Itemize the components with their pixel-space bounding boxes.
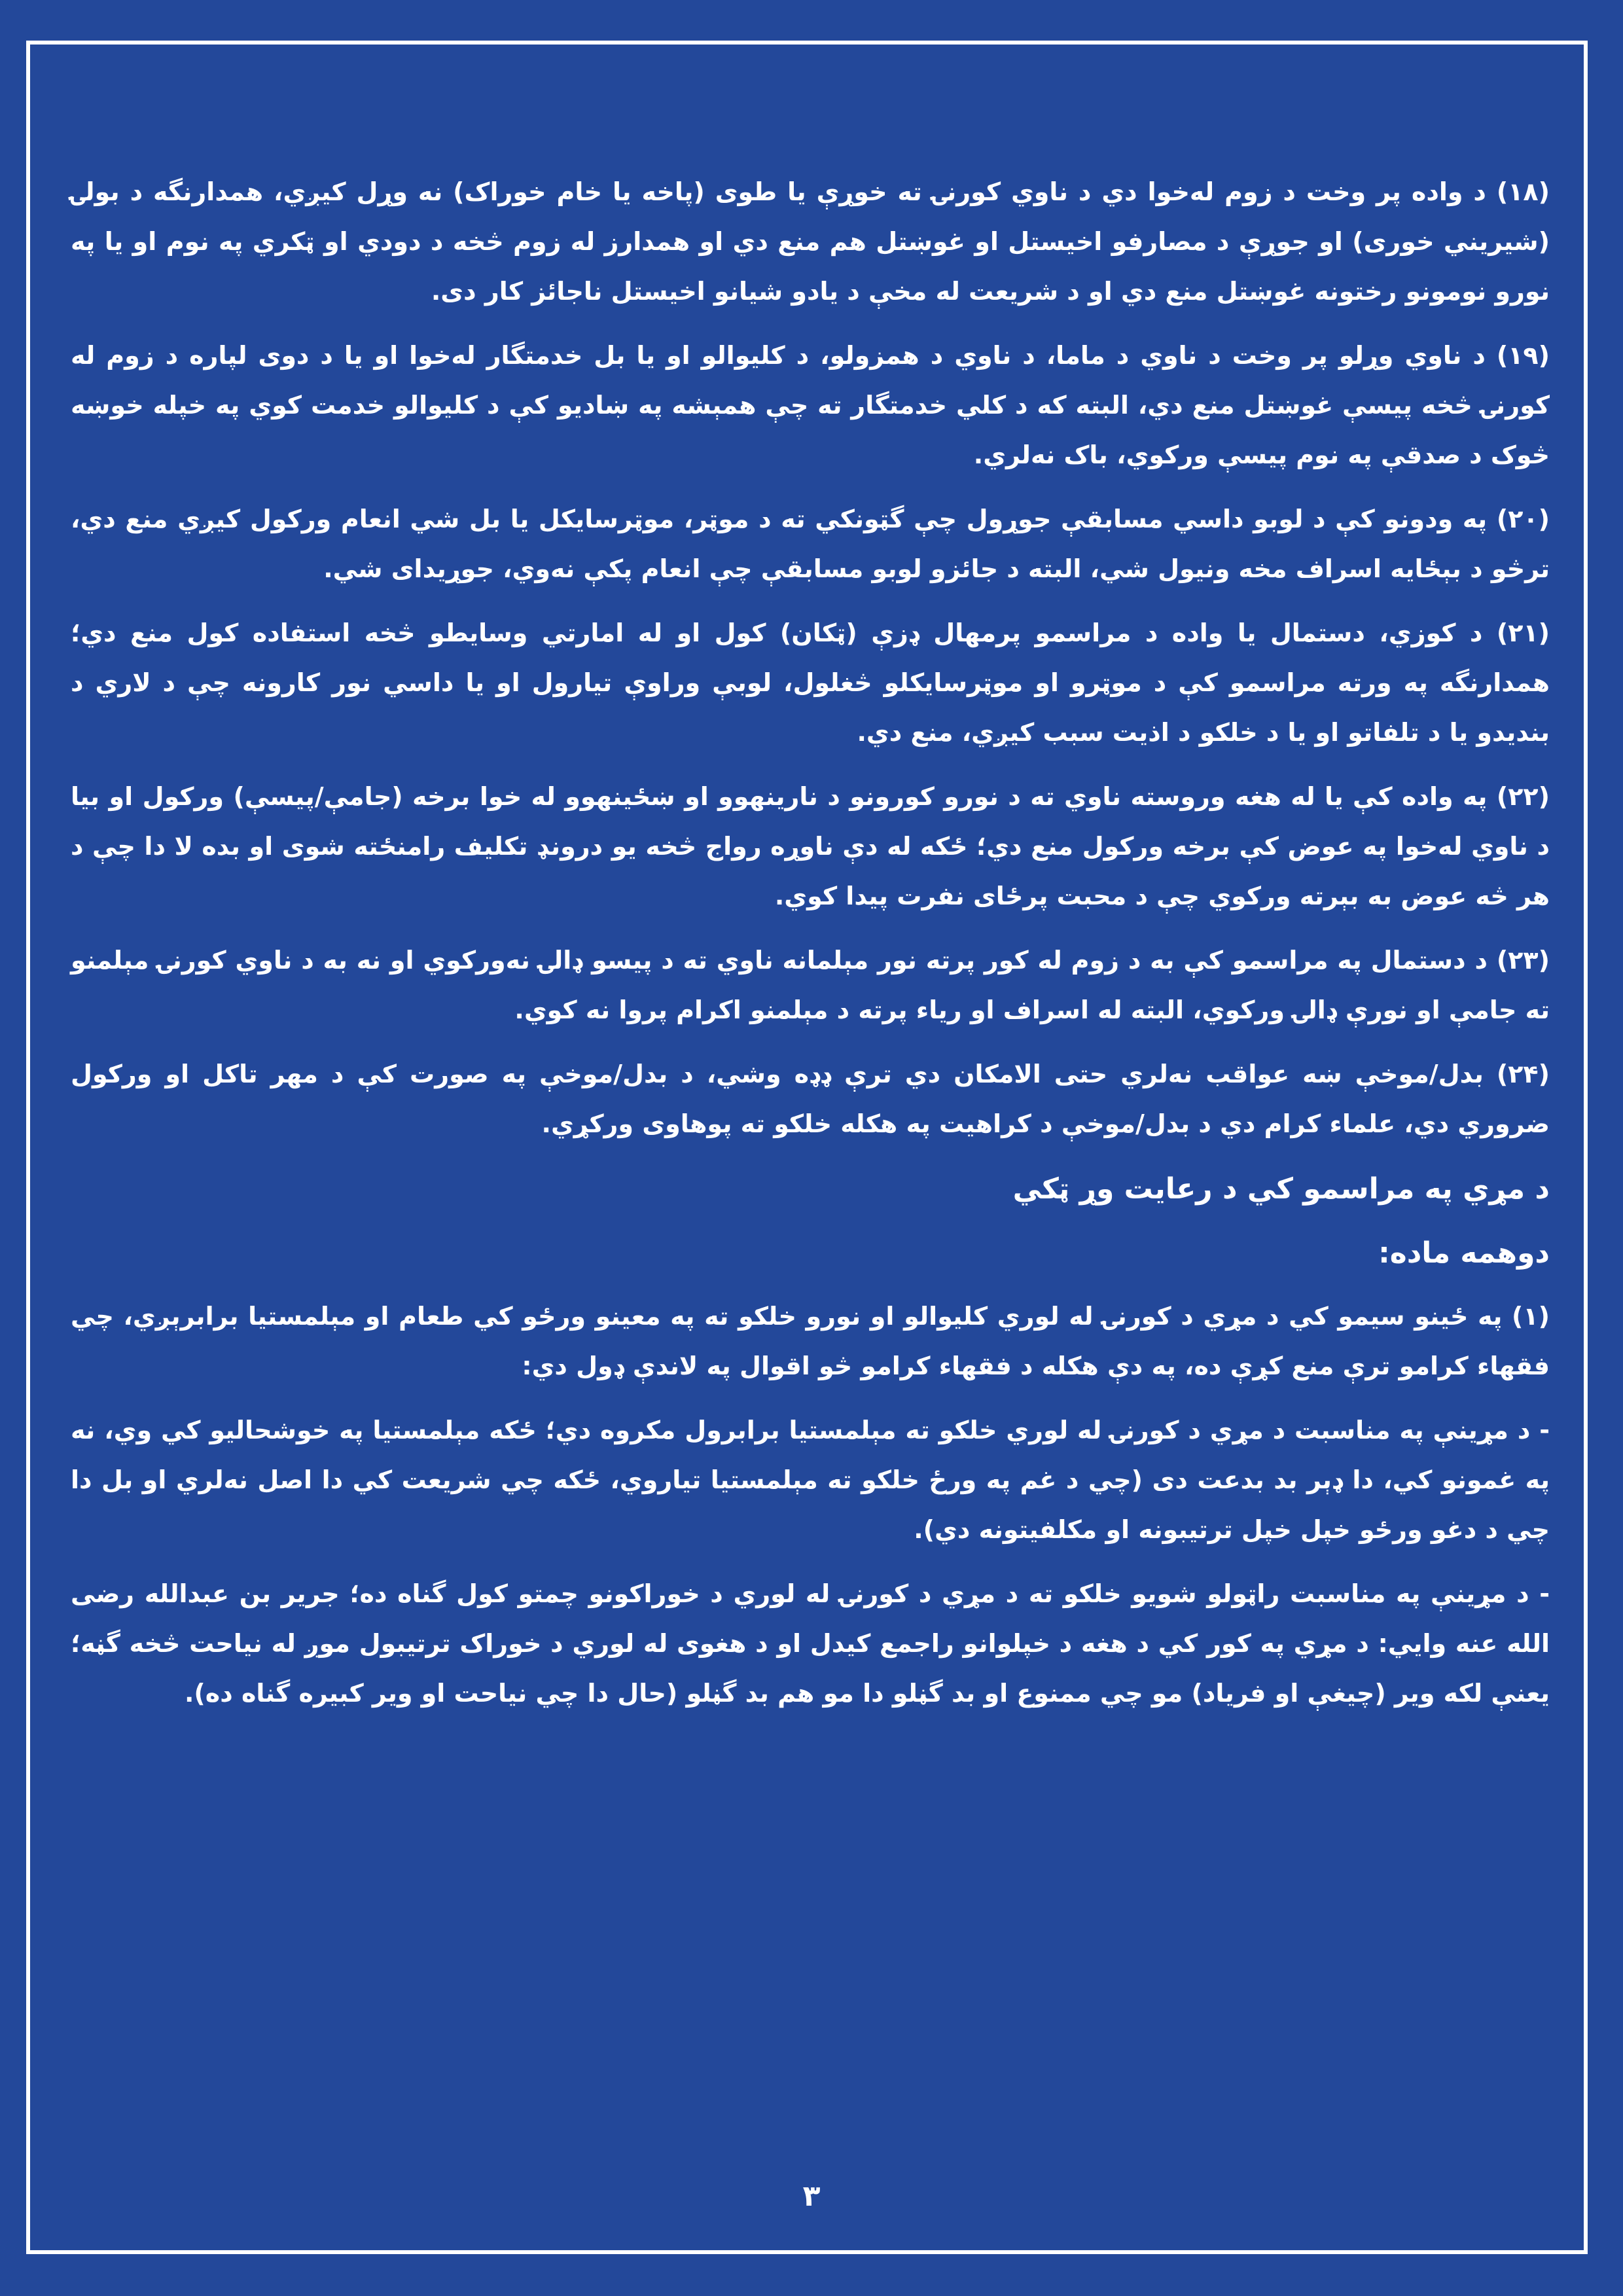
page-number: ۳ xyxy=(802,2179,821,2213)
paragraph-21: (۲۱) د کوزي، دستمال يا واده د مراسمو پرمهال ډزې (ټکان) کول او له امارتي وسايطو څخه استفاده کول منع دي؛ همدارنگه په ورته مراسمو کې د موټرو او موټرسايکلو څغلول، لوبې وراوې تيارول او يا داسي نور کارونه چې د لاري د بنديدو يا د تلفاتو او يا د خلکو د اذيت سبب کيږي، منع دي. xyxy=(71,619,1550,747)
paragraph-22: (۲۲) په واده کې يا له هغه وروسته ناوي ته د نورو کورونو د نارينهوو او ښځينهوو له خوا برخه (جامې/پيسې) ورکول او بيا د ناوي لەخوا په عوض کې برخه ورکول منع دي؛ ځکه له دې ناوړه رواج څخه يو درونډ تکليف رامنځته شوی او بده لا دا چې د هر څه عوض به بېرته ورکوي چې د محبت پرځای نفرت پيدا کوي. xyxy=(71,782,1550,910)
paragraph-24: (۲۴) بدل/موخې ښه عواقب نەلري حتی الامکان دي ترې ډډه وشي، د بدل/موخې په صورت کې د مهر تاکل او ورکول ضروري دي، علماء کرام دي د بدل/موخې د کراهيت په هکله خلکو ته پوهاوی ورکړي. xyxy=(71,1060,1550,1138)
paragraph-bullet-2: - د مړينې په مناسبت راټولو شويو خلکو ته د مړي د کورنۍ له لوري د خوراکونو چمتو کول گناه ده؛ جرير بن عبدالله رضی الله عنه وايي: د مړي په کور کي د هغه د خپلوانو راجمع کيدل او د هغوی له لوري د خوراک ترتيبول موږ له نياحت څخه گڼه؛ يعنې لکه وير (چيغې او فرياد) مو چي ممنوع او بد گڼلو دا مو هم بد گڼلو (حال دا چي نياحت او وير کبيره گناه ده). xyxy=(71,1579,1550,1708)
paragraph-23: (۲۳) د دستمال په مراسمو کې به د زوم له کور پرته نور مېلمانه ناوي ته د پيسو ډالۍ نەورکوي او نه به د ناوي کورنۍ مېلمنو ته جامې او نورې ډالۍ ورکوي، البته له اسراف او رياء پرته د مېلمنو اکرام پروا نه کوي. xyxy=(71,946,1550,1024)
paragraph-18: (۱۸) د واده پر وخت د زوم لەخوا دي د ناوي کورنۍ ته خوړې يا طوی (پاخه يا خام خوراک) نه وړل کيږي، همدارنگه د بولۍ (شيريني خوری) او جوړې د مصارفو اخيستل او غوښتل هم منع دي او همدارز له زوم څخه د دودي او ټکري په نوم او يا په نورو نومونو رختونه غوښتل منع دي او د شريعت له مخې د يادو شيانو اخيستل ناجائز کار دی. xyxy=(71,177,1550,306)
paragraph-bullet-1: - د مړينې په مناسبت د مړي د کورنۍ له لوري خلکو ته مېلمستيا برابرول مکروه دي؛ ځکه مېلمستيا په خوشحاليو کي وي، نه په غمونو کي، دا ډېر بد بدعت دی (چي د غم په ورځ خلکو ته مېلمستيا تياروي، ځکه چي شريعت کي دا اصل نەلري او بل دا چي د دغو ورځو خپل خپل ترتيبونه او مکلفيتونه دي). xyxy=(71,1416,1550,1544)
document-body xyxy=(71,167,1550,1732)
paragraph-19: (۱۹) د ناوي وړلو پر وخت د ناوي د ماما، د ناوي د همزولو، د کليوالو او يا بل خدمتگار لەخوا او يا د دوی لپاره د زوم له کورنۍ څخه پيسې غوښتل منع دي، البته که د کلي خدمتگار ته چې همېشه په ښاديو کې د کليوالو خدمت کوي په خپله خوښه څوک د صدقې په نوم پيسې ورکوي، باک نەلري. xyxy=(71,341,1550,469)
section-heading: د مړي په مراسمو کي د رعايت وړ ټکي xyxy=(1012,1172,1550,1206)
paragraph-20: (۲۰) په ودونو کې د لوبو داسي مسابقې جوړول چې گټونکي ته د موټر، موټرسايکل يا بل شي انعام ورکول کيږي منع دي، ترڅو د بېځايه اسراف مخه ونيول شي، البته د جائزو لوبو مسابقې چې انعام پکې نەوي، جوړيدای شي. xyxy=(71,505,1550,583)
article-heading: دوهمه ماده: xyxy=(1378,1236,1550,1270)
paragraph-article2-1: (۱) په ځينو سيمو کي د مړي د کورنۍ له لوري کليوالو او نورو خلکو ته په معينو ورځو کي طعام او مېلمستيا برابرېږي، چي فقهاء کرامو ترې منع کړې ده، په دې هکله د فقهاء کرامو څو اقوال په لاندې ډول دي: xyxy=(71,1302,1550,1380)
